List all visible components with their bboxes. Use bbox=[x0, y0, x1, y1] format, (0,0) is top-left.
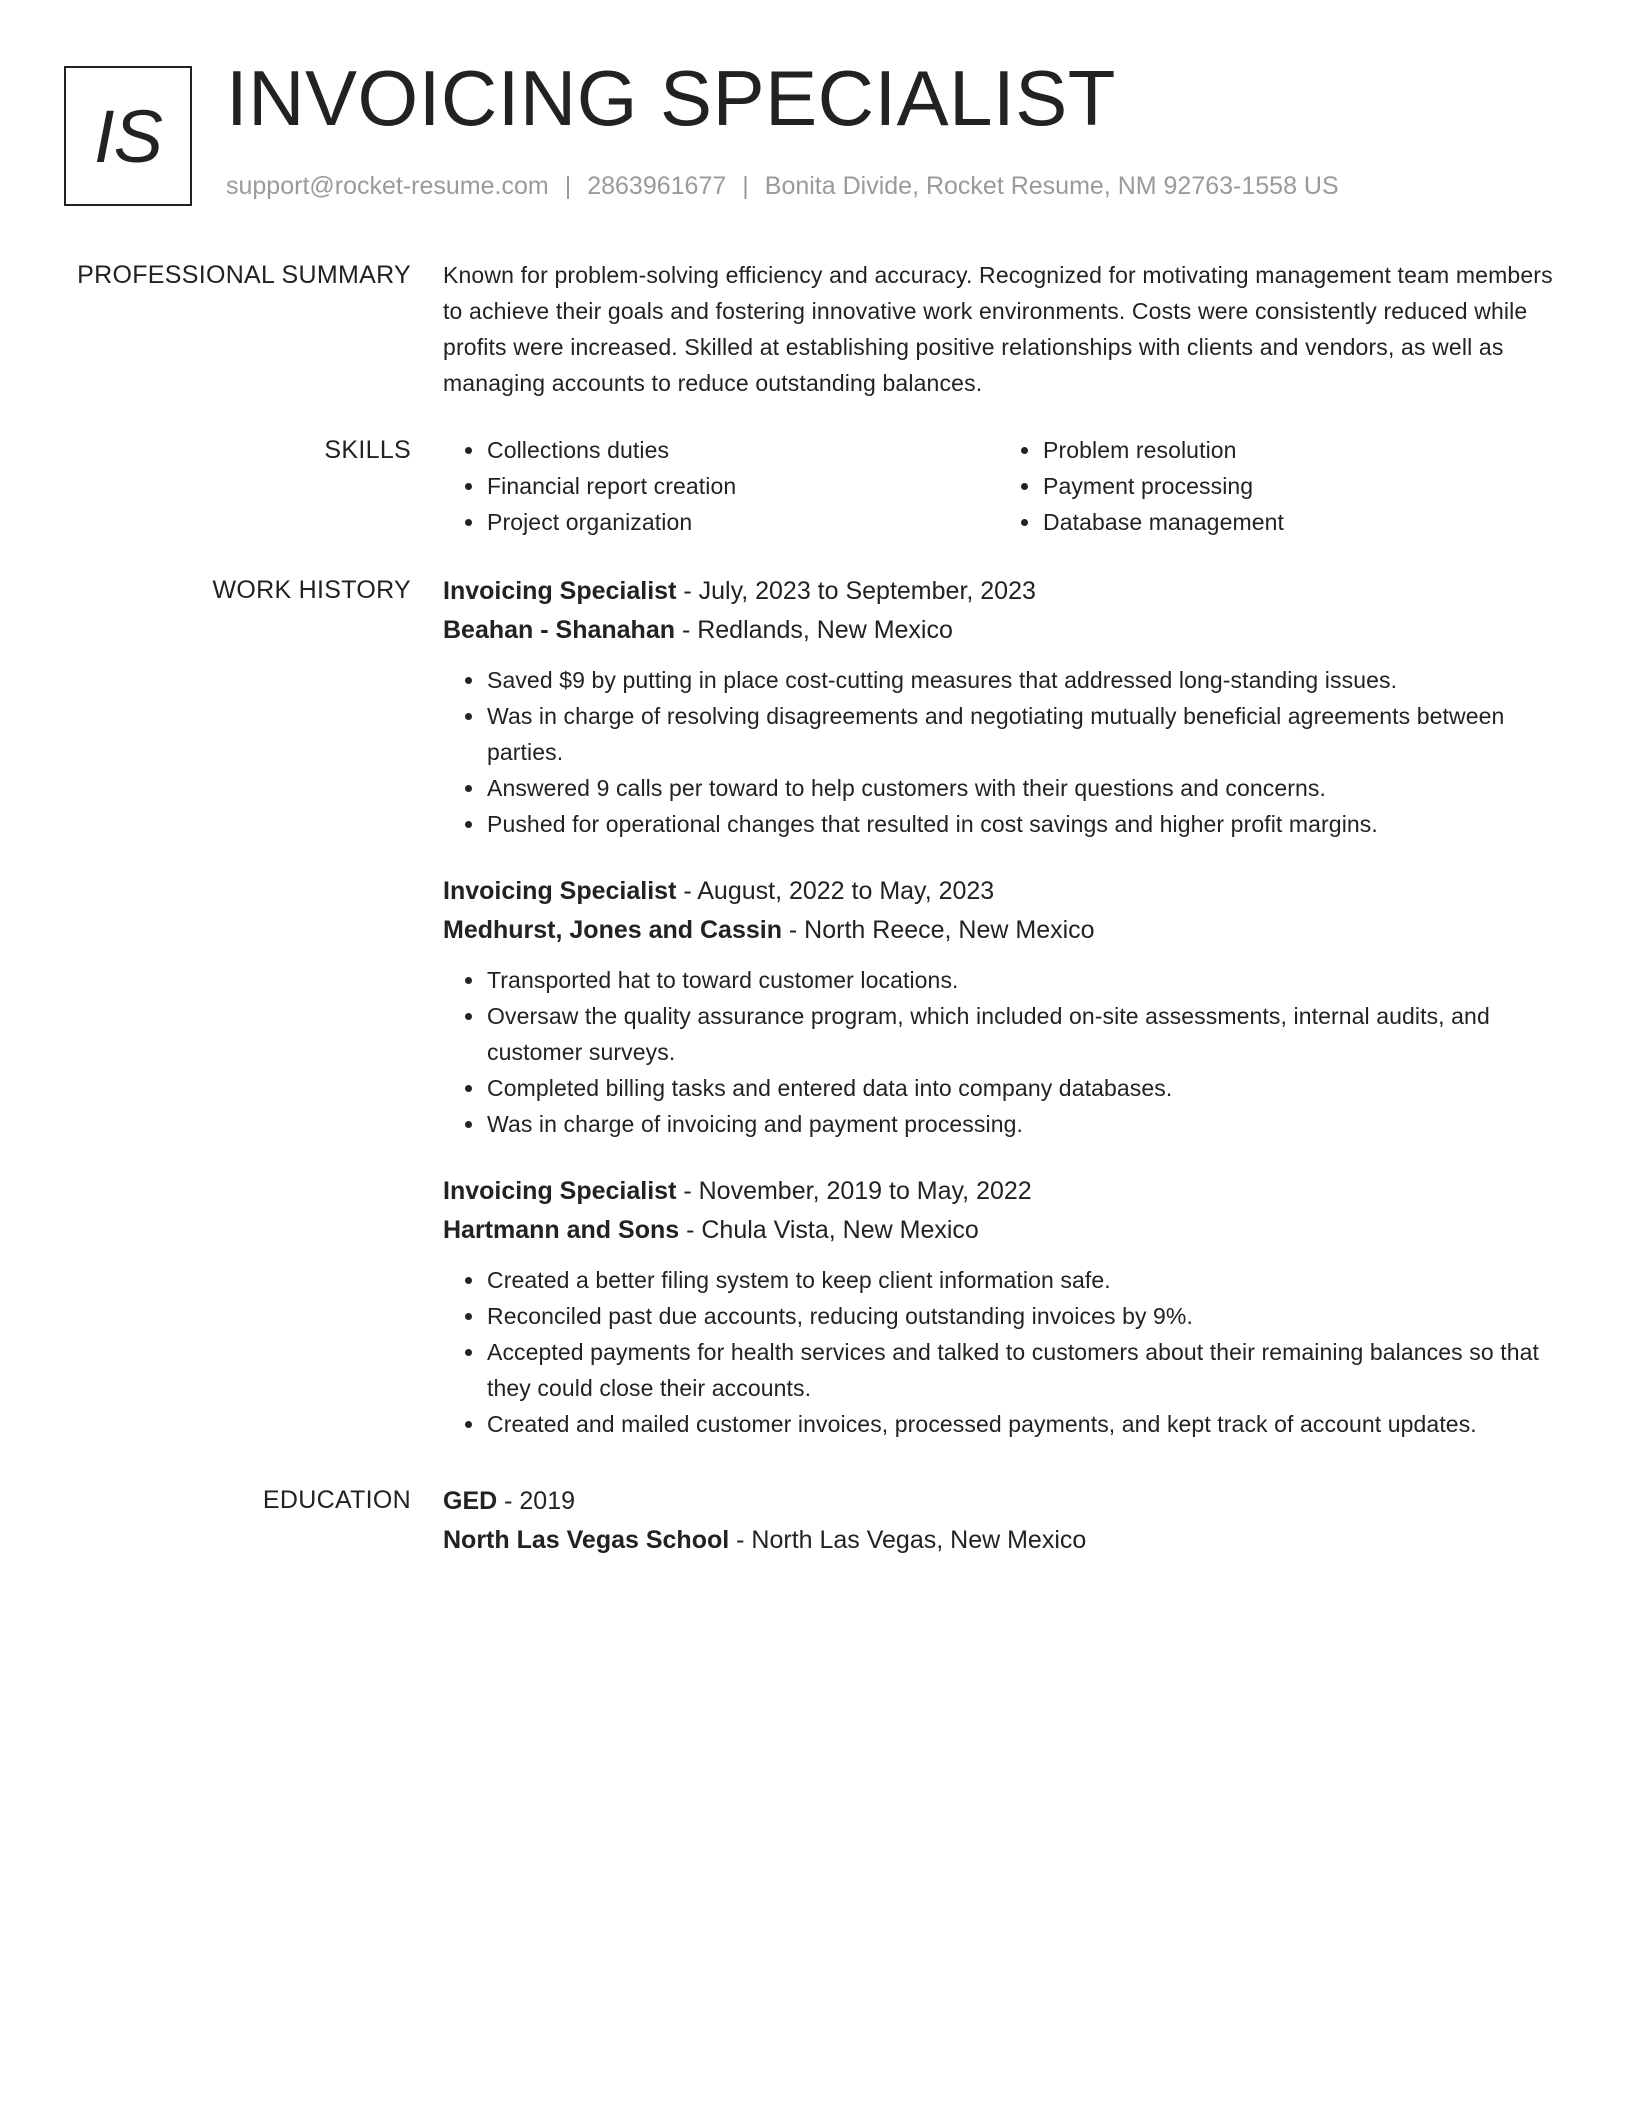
work-history-body bbox=[443, 572, 1555, 1442]
duty-item: • Oversaw the quality assurance program, which included on-site assessments, internal audits, and customer surveys. bbox=[486, 998, 1555, 1070]
education-location: - North Las Vegas, New Mexico bbox=[729, 1526, 1087, 1554]
duty-item: • Accepted payments for health services and talked to customers about their remaining balances so that they could close their accounts. bbox=[486, 1334, 1555, 1406]
job-entry bbox=[443, 872, 1555, 1142]
duty-item: • Created a better filing system to keep client information safe. bbox=[486, 1262, 1555, 1298]
skills-heading: SKILLS bbox=[324, 436, 411, 464]
skills-list bbox=[443, 432, 1555, 540]
job-location: - North Reece, New Mexico bbox=[781, 916, 1095, 944]
job-company: Medhurst, Jones and Cassin bbox=[443, 916, 782, 944]
skill-item: • Payment processing bbox=[1042, 468, 1555, 504]
education-degree: GED bbox=[443, 1487, 498, 1515]
work-history-heading: WORK HISTORY bbox=[212, 576, 411, 604]
duty-item: • Created and mailed customer invoices, processed payments, and kept track of account updates. bbox=[486, 1406, 1555, 1442]
skill-item: • Database management bbox=[1042, 504, 1555, 540]
job-location: - Chula Vista, New Mexico bbox=[679, 1216, 979, 1244]
education-heading: EDUCATION bbox=[262, 1486, 411, 1514]
job-entry bbox=[443, 1172, 1555, 1442]
job-company: Beahan - Shanahan bbox=[443, 616, 675, 644]
job-entry bbox=[443, 572, 1555, 842]
job-duties bbox=[443, 962, 1555, 1142]
contact-separator: | bbox=[564, 172, 572, 200]
duty-item: • Was in charge of resolving disagreements and negotiating mutually beneficial agreements between parties. bbox=[486, 698, 1555, 770]
job-role: Invoicing Specialist bbox=[443, 577, 677, 605]
skills-column-2 bbox=[999, 432, 1555, 540]
job-company-line bbox=[443, 911, 1555, 950]
education-school-line bbox=[443, 1521, 1555, 1560]
job-title-line bbox=[443, 572, 1555, 611]
duty-item: • Reconciled past due accounts, reducing outstanding invoices by 9%. bbox=[486, 1298, 1555, 1334]
education-school: North Las Vegas School bbox=[443, 1526, 730, 1554]
skill-item: • Project organization bbox=[486, 504, 999, 540]
education-body bbox=[443, 1482, 1555, 1560]
job-title-line bbox=[443, 872, 1555, 911]
job-dates: - July, 2023 to September, 2023 bbox=[676, 577, 1036, 605]
contact-email[interactable]: support@rocket-resume.com bbox=[226, 172, 549, 200]
job-company-line bbox=[443, 1211, 1555, 1250]
duty-item: • Completed billing tasks and entered data into company databases. bbox=[486, 1070, 1555, 1106]
skills-column-1 bbox=[443, 432, 999, 540]
education-year: - 2019 bbox=[497, 1487, 576, 1515]
job-duties bbox=[443, 1262, 1555, 1442]
job-dates: - November, 2019 to May, 2022 bbox=[676, 1177, 1032, 1205]
monogram-badge: IS bbox=[64, 66, 192, 206]
job-title-line bbox=[443, 1172, 1555, 1211]
duty-item: • Saved $9 by putting in place cost-cutting measures that addressed long-standing issues. bbox=[486, 662, 1555, 698]
skill-item: • Financial report creation bbox=[486, 468, 999, 504]
contact-line bbox=[226, 172, 1339, 201]
job-role: Invoicing Specialist bbox=[443, 1177, 677, 1205]
summary-body bbox=[443, 257, 1555, 401]
job-location: - Redlands, New Mexico bbox=[675, 616, 953, 644]
duty-item: • Answered 9 calls per toward to help customers with their questions and concerns. bbox=[486, 770, 1555, 806]
summary-heading: PROFESSIONAL SUMMARY bbox=[77, 261, 411, 289]
job-dates: - August, 2022 to May, 2023 bbox=[676, 877, 995, 905]
skill-item: • Problem resolution bbox=[1042, 432, 1555, 468]
job-company: Hartmann and Sons bbox=[443, 1216, 680, 1244]
duty-item: • Pushed for operational changes that resulted in cost savings and higher profit margins. bbox=[486, 806, 1555, 842]
duty-item: • Was in charge of invoicing and payment processing. bbox=[486, 1106, 1555, 1142]
contact-separator: | bbox=[742, 172, 749, 200]
summary-text: Known for problem-solving efficiency and accuracy. Recognized for motivating management team members to achieve their goals and fostering innovative work environments. Costs were consistently reduced while profits were increased. Skilled at establishing positive relationships with clients and vendors, as well as managing accounts to reduce outstanding balances. bbox=[443, 262, 1553, 396]
contact-phone[interactable]: 2863961677 bbox=[587, 172, 727, 200]
skill-item: • Collections duties bbox=[486, 432, 999, 468]
resume-title: INVOICING SPECIALIST bbox=[226, 54, 1116, 142]
duty-item: • Transported hat to toward customer locations. bbox=[486, 962, 1555, 998]
contact-address: Bonita Divide, Rocket Resume, NM 92763-1558 US bbox=[764, 172, 1339, 200]
job-company-line bbox=[443, 611, 1555, 650]
education-degree-line bbox=[443, 1482, 1555, 1521]
job-duties bbox=[443, 662, 1555, 842]
job-role: Invoicing Specialist bbox=[443, 877, 677, 905]
